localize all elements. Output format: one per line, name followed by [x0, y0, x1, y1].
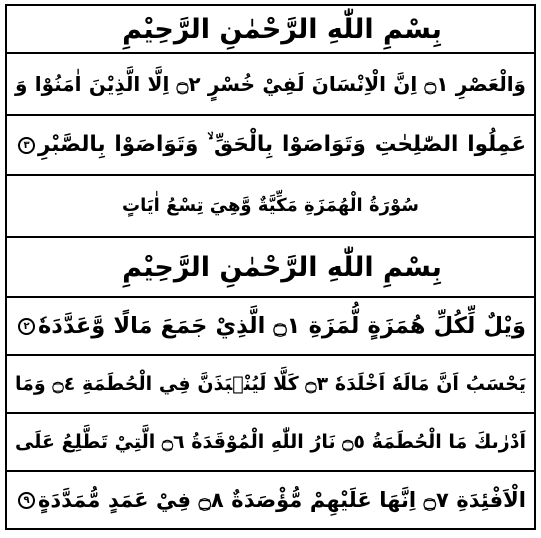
verse-text: اَدْرٰىكَ مَا الْحُطَمَةُ ۝٥ نَارُ اللّٰهِ الْمُوْقَدَةُ ۝٦ الَّتِيْ تَطَّلِعُ عَلَى: [15, 430, 526, 453]
ayah-end-marker: ٢: [18, 318, 35, 335]
bismillah-row-1: [7, 6, 534, 54]
verse-line-3: [7, 298, 534, 356]
verse-line-6: [7, 472, 534, 528]
verse-text: وَالْعَصْرِ ۝١ اِنَّ الْاِنْسَانَ لَفِيْ خُسْرٍ ۝٢ اِلَّا الَّذِيْنَ اٰمَنُوْا وَ: [15, 72, 526, 96]
ayah-end-marker: ٩: [18, 492, 35, 509]
bismillah-row-2: [7, 238, 534, 298]
bismillah-text: بِسْمِ اللّٰهِ الرَّحْمٰنِ الرَّحِيْمِ: [122, 251, 442, 283]
surah-header-title: سُوْرَةُ الْهُمَزَةِ مَكِّيَّةٌ وَّهِيَ تِسْعُ اٰيَاتٍ: [122, 195, 419, 216]
verse-line-1: [7, 54, 534, 116]
verse-line-5: [7, 414, 534, 472]
verse-line-4: [7, 356, 534, 414]
quran-page: [5, 4, 536, 530]
verse-text: يَحْسَبُ اَنَّ مَالَهٗ اَخْلَدَهٗ ۝٣ كَلَّا لَيُنْۢبَذَنَّ فِي الْحُطَمَةِ ۝٤ وَمَا: [15, 372, 526, 395]
ayah-end-marker: ٣: [18, 137, 35, 154]
bismillah-text: بِسْمِ اللّٰهِ الرَّحْمٰنِ الرَّحِيْمِ: [122, 13, 442, 45]
verse-text: وَيْلٌ لِّكُلِّ هُمَزَةٍ لُّمَزَةِ ۝١ الَّذِيْ جَمَعَ مَالًا وَّعَدَّدَهٗ: [38, 312, 526, 339]
verse-text: الْاَفْئِدَةِ ۝٧ اِنَّهَا عَلَيْهِمْ مُّؤْصَدَةٌ ۝٨ فِيْ عَمَدٍ مُّمَدَّدَةٍ: [38, 487, 527, 512]
verse-text: عَمِلُوا الصّٰلِحٰتِ وَتَوَاصَوْا بِالْحَقِّ ۙ وَتَوَاصَوْا بِالصَّبْرِ: [38, 132, 526, 158]
verse-line-2: [7, 116, 534, 176]
surah-header-row: [7, 176, 534, 238]
